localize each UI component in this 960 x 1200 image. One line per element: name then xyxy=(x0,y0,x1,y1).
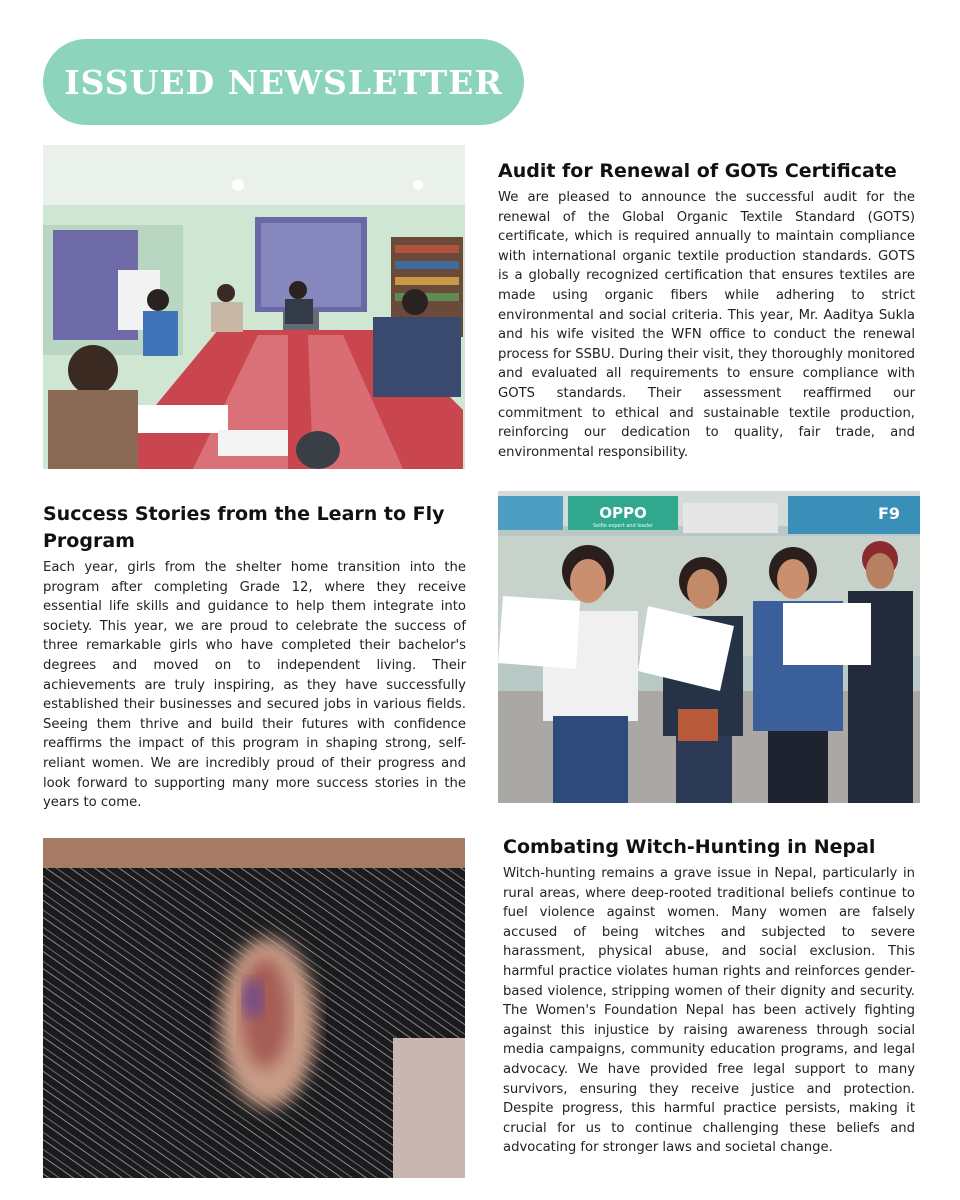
article-body: Witch-hunting remains a grave issue in Nepal, particularly in rural areas, where deep-rooted traditional beliefs continue to fuel violence against women. Many women are falsely accused of being witches and subjected to severe harassment, physical abuse, and social exclusion. This harmful practice violates human rights and reinforces gender-based violence, stripping women of their dignity and security. The Women's Foundation Nepal has been actively fighting against this injustice by raising awareness through social media campaigns, community education programs, and legal advocacy. We have provided free legal support to many survivors, ensuring they receive justice and protection. Despite progress, this harmful practice persists, making it crucial for us to continue challenging these beliefs and advocating for stronger laws and societal change. xyxy=(503,866,915,1156)
article-learn-to-fly xyxy=(43,501,466,813)
victim-injury-photo xyxy=(43,838,465,1178)
corner-sign-text: F9 xyxy=(878,504,901,523)
article-title: Combating Witch-Hunting in Nepal xyxy=(503,836,876,858)
banner-sign-text: OPPO xyxy=(599,504,647,522)
article-witch-hunting xyxy=(503,834,915,1158)
newsletter-title: ISSUED NEWSLETTER xyxy=(64,62,503,102)
meeting-room-photo xyxy=(43,145,465,469)
banner-sign-subtext: Selfie expert and leader xyxy=(592,523,654,529)
newsletter-banner xyxy=(43,39,524,125)
awareness-march-photo xyxy=(498,491,920,803)
article-body: We are pleased to announce the successful audit for the renewal of the Global Organic Textile Standard (GOTS) certificate, which is required annually to maintain compliance with international organic textile production standards. GOTS is a globally recognized certification that ensures textiles are made using organic fibers while adhering to strict environmental and social criteria. This year, Mr. Aaditya Sukla and his wife visited the WFN office to conduct the renewal process for SSBU. During their visit, they thoroughly monitored and evaluated all requirements to ensure compliance with GOTS standards. Their assessment reaffirmed our commitment to ethical and sustainable textile production, reinforcing our dedication to quality, fair trade, and environmental responsibility. xyxy=(498,190,915,460)
article-gots-audit xyxy=(498,158,915,462)
article-body: Each year, girls from the shelter home transition into the program after completing Grade 12, where they receive essential life skills and guidance to help them integrate into society. This year, we are proud to celebrate the success of three remarkable girls who have completed their bachelor's degrees and moved on to independent living. Their achievements are truly inspiring, as they have successfully established their businesses and secured jobs in various fields. Seeing them thrive and build their futures with confidence reaffirms the impact of this program in shaping strong, self-reliant women. We are incredibly proud of their progress and look forward to supporting many more success stories in the years to come. xyxy=(43,560,466,811)
article-title: Audit for Renewal of GOTs Certificate xyxy=(498,160,897,182)
article-title: Success Stories from the Learn to Fly Program xyxy=(43,503,445,552)
